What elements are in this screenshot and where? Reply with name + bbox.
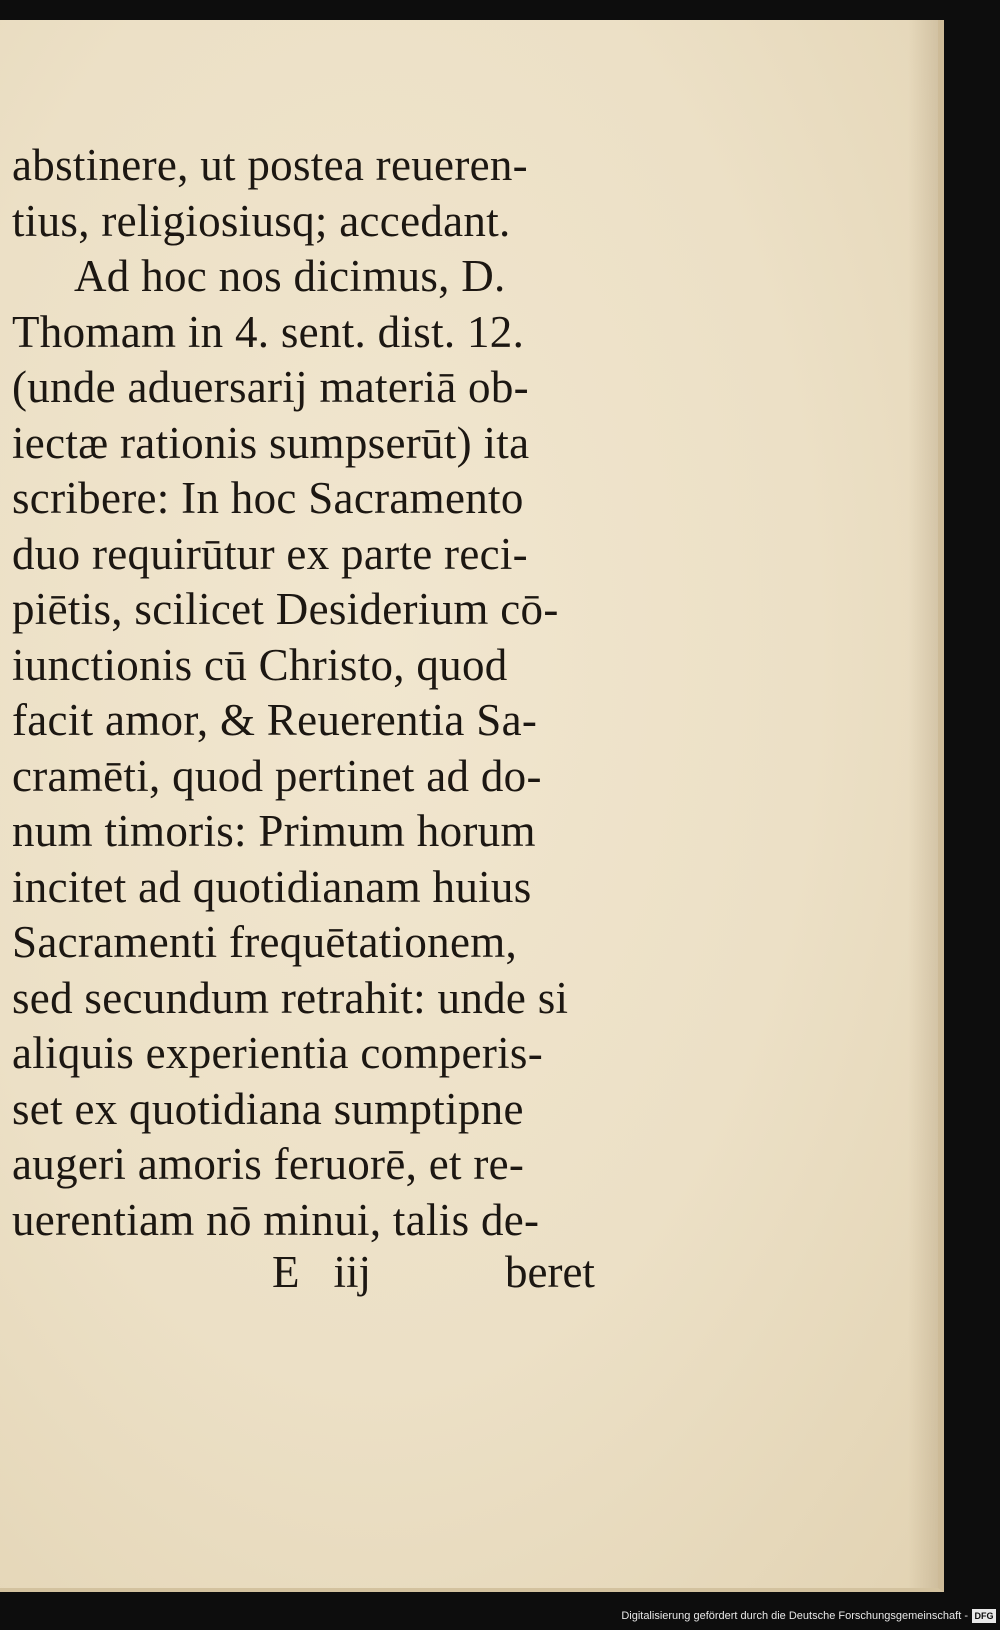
- page-spine-shadow: [908, 20, 938, 1588]
- text-line: Thomam in 4. sent. dist. 12.: [12, 306, 525, 357]
- book-page: [0, 20, 944, 1592]
- text-line: abstinere, ut postea reueren-: [12, 140, 528, 190]
- body-text: [12, 138, 632, 1248]
- funding-credit: Digitalisierung gefördert durch die Deutsche Forschungsgemeinschaft -: [621, 1610, 968, 1622]
- signature-letter: E: [272, 1247, 300, 1297]
- text-line: (unde aduersarij materiā ob-: [12, 362, 529, 412]
- text-line: num timoris: Primum horum: [12, 806, 536, 856]
- text-line: Ad hoc nos dicimus, D.: [74, 251, 506, 301]
- text-line: tius, religiosiusq; accedant.: [12, 195, 511, 246]
- catchword: beret: [505, 1247, 595, 1297]
- signature-mark: [272, 1246, 371, 1298]
- footer-bar: [0, 1592, 1000, 1630]
- text-line: iectæ rationis sumpserūt) ita: [12, 417, 530, 468]
- text-line: sed secundum retrahit: unde si: [12, 972, 569, 1023]
- text-line: incitet ad quotidianam huius: [12, 861, 532, 912]
- text-line: augeri amoris feruorē, et re-: [12, 1139, 525, 1189]
- text-line: piētis, scilicet Desiderium cō-: [12, 584, 559, 634]
- text-line: set ex quotidiana sumptipne: [12, 1083, 524, 1134]
- dfg-logo-icon: DFG: [972, 1609, 996, 1623]
- text-line: Sacramenti frequētationem,: [12, 917, 518, 967]
- text-line: facit amor, & Reuerentia Sa-: [12, 695, 538, 745]
- text-line: aliquis experientia comperis-: [12, 1028, 544, 1078]
- signature-number: iij: [333, 1247, 372, 1297]
- catchline: [0, 1246, 640, 1302]
- text-line: scribere: In hoc Sacramento: [12, 473, 524, 523]
- text-line: duo requirūtur ex parte reci-: [12, 528, 528, 579]
- text-line: cramēti, quod pertinet ad do-: [12, 750, 542, 801]
- text-line: iunctionis cū Christo, quod: [12, 639, 508, 690]
- text-line: uerentiam nō minui, talis de-: [12, 1194, 540, 1245]
